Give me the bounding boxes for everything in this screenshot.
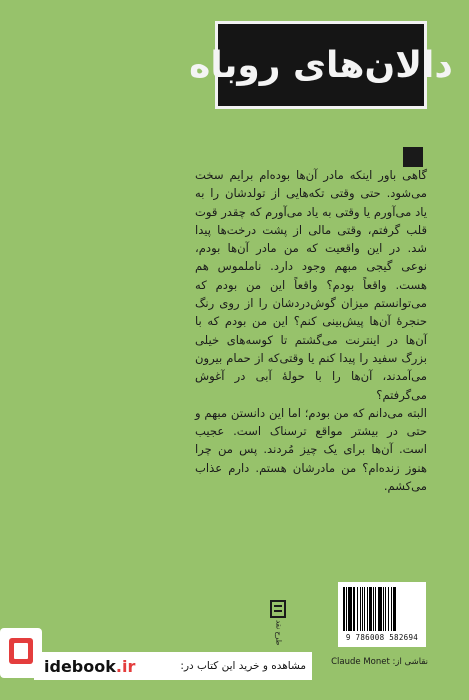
back-cover-blurb <box>195 166 427 511</box>
title-block <box>189 21 453 109</box>
book-icon <box>9 638 33 664</box>
publisher-mark-icon <box>270 600 286 618</box>
watermark-logo[interactable] <box>44 657 135 676</box>
cover-art-credit: نقاشی از: Claude Monet <box>331 657 428 667</box>
blurb-paragraph-2: البته می‌دانم که من بودم؛ اما این دانستن مبهم و حتی در بیشتر مواقع ترسناک است. عجیب است. آن‌ها برای یک چیز مُردند. پس من چرا هنوز زنده‌ام؟ من مادرشان هستم. دارم عذاب می‌کشم. <box>195 405 427 494</box>
decorative-square <box>403 147 423 167</box>
watermark-strip[interactable] <box>34 652 312 680</box>
blurb-paragraph-1: گاهی باور اینکه مادر آن‌ها بوده‌ام برایم سخت می‌شود. حتی وقتی تکه‌هایی از تولدشان را به یاد می‌آورم یا وقتی به یاد می‌آورم که چقدر قوت قلب گرفتم، وقتی مالی از پشت درخت‌ها پیدا شد. در این واقعیت که من مادر آن‌ها بودم، نوعی گیجی مبهم وجود دارد. ناملموس هم هست. واقعاً بودم؟ واقعاً این من بودم که می‌توانستم میزان گوش‌دردشان را از روی رنگ حنجرهٔ آن‌ها پیش‌بینی کنم؟ این من بودم که با آن‌ها در اینترنت می‌گشتم تا کوسه‌های خیلی بزرگ سفید را پیدا کنم یا وقتی‌که از حمام بیرون می‌آمدند، آن‌ها را با حولهٔ آبی در آغوش می‌گرفتم؟ <box>195 168 427 402</box>
isbn-barcode <box>338 582 426 647</box>
watermark-logo-main: idebook <box>44 656 116 676</box>
barcode-bars <box>343 587 421 631</box>
barcode-number: 9 786008 582694 <box>345 633 419 642</box>
barcode-bar <box>396 587 398 631</box>
watermark-text: مشاهده و خرید این کتاب در: <box>180 660 306 672</box>
watermark-logo-suffix: .ir <box>115 656 136 676</box>
publisher-logo <box>268 600 288 646</box>
publisher-name: طرح نقد <box>274 620 283 646</box>
book-title: دالان‌های روباه <box>189 44 453 86</box>
